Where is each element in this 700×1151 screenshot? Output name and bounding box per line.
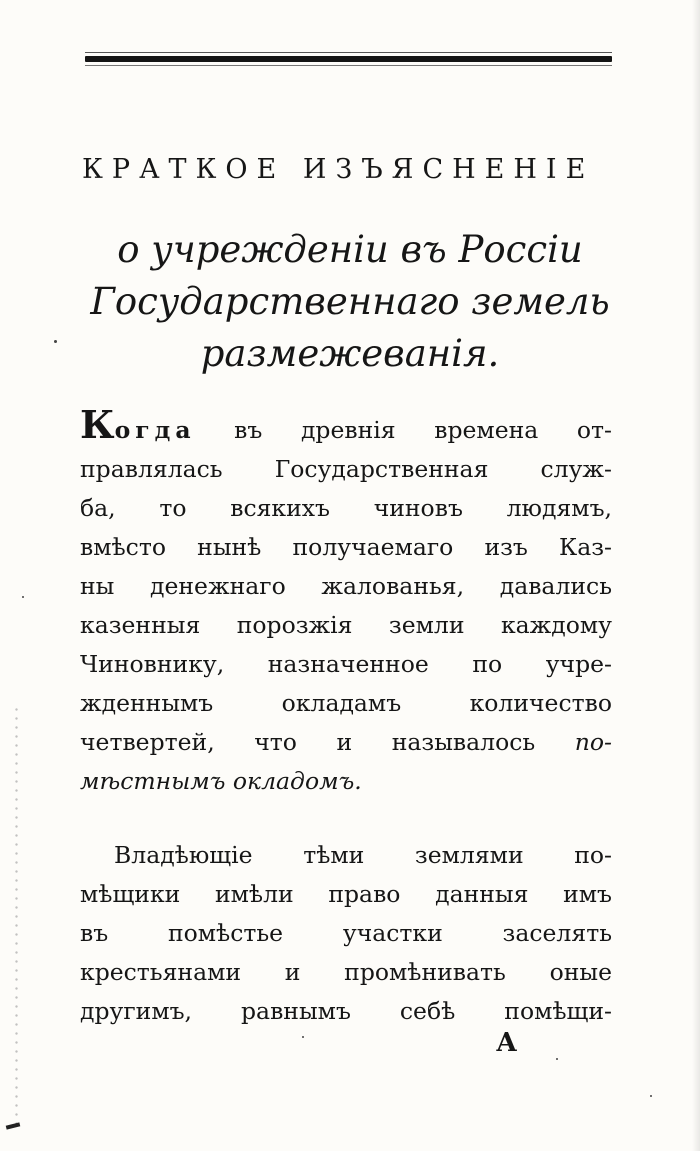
text-fragment: въ древнія времена от- [195,416,612,444]
page-edge-shadow [692,0,700,1151]
text-line: вмѣсто нынѣ получаемаго изъ Каз- [80,533,612,561]
subtitle-line: размежеванія. [200,332,500,375]
text-fragment: четвертей, что и называлось [80,728,575,756]
italic-fragment: мѣстнымъ окладомъ. [80,767,362,795]
spaced-word: огда [114,416,196,444]
text-line: жденнымъ окладамъ количество [80,689,612,717]
text-line: ба, то всякихъ чиновъ людямъ, [80,494,612,522]
margin-dust-marks [15,705,18,1125]
ink-speck [556,1058,558,1060]
text-line: правлялась Государственная служ- [80,455,612,483]
text-line [80,762,612,801]
page-subtitle [76,224,624,380]
drop-cap: К [80,402,115,447]
ink-speck [22,596,24,598]
ink-speck [650,1095,652,1097]
text-line [80,402,612,450]
paragraph-2 [80,836,612,1031]
text-line: мѣщики имѣли право данныя имъ [80,880,612,908]
subtitle-line: Государственнаго земель [90,280,610,323]
text-line: другимъ, равнымъ себѣ помѣщи- [80,997,612,1025]
corner-ink-mark [6,1122,21,1129]
paragraph-1 [80,402,612,801]
text-line: Владѣющіе тѣми землями по- [114,841,612,869]
rule-thin-line-bottom [85,65,612,66]
text-line: въ помѣстье участки заселять [80,919,612,947]
text-line: ны денежнаго жалованья, давались [80,572,612,600]
rule-thin-line-top [85,52,612,53]
text-line: крестьянами и промѣнивать оные [80,958,612,986]
ink-speck [54,340,57,343]
text-line: Чиновнику, назначенное по учре- [80,650,612,678]
italic-fragment: по- [574,728,612,756]
ink-speck [302,1036,304,1038]
decorative-top-rule [85,52,612,68]
rule-thick-line [85,56,612,62]
text-line [80,723,612,762]
text-line: казенныя порозжія земли каждому [80,611,612,639]
page-heading: КРАТКОЕ ИЗЪЯСНЕНІЕ [82,154,595,185]
subtitle-line: о учрежденіи въ Россіи [117,228,583,271]
signature-mark: А [496,1028,518,1058]
